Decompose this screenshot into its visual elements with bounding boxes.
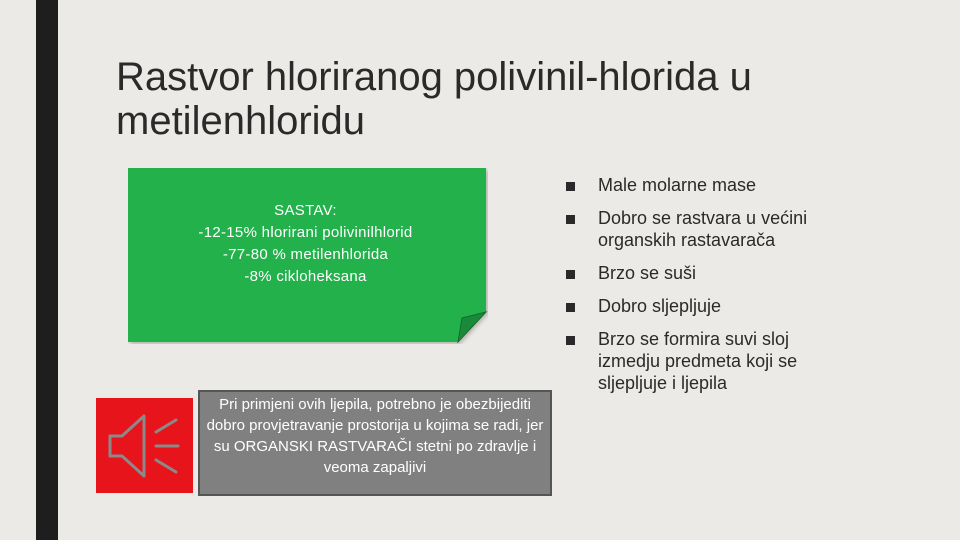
note-line: -77-80 % metilenhlorida: [222, 246, 389, 263]
property-list: [564, 174, 854, 405]
bullet-square-icon: [566, 336, 575, 345]
list-item: Dobro sljepljuje: [564, 295, 854, 317]
bullet-square-icon: [566, 303, 575, 312]
accent-bar: [36, 0, 58, 540]
list-item: Brzo se suši: [564, 262, 854, 284]
bullet-square-icon: [566, 182, 575, 191]
note-line: SASTAV:: [274, 202, 337, 219]
list-item: Dobro se rastvara u većini organskih rastavarača: [564, 207, 854, 251]
list-item: Male molarne mase: [564, 174, 854, 196]
slide-title: Rastvor hloriranog polivinil-hlorida u metilenhloridu: [116, 55, 752, 143]
list-item: Brzo se formira suvi sloj izmedju predmeta koji se sljepljuje i ljepila: [564, 328, 854, 394]
bullet-square-icon: [566, 270, 575, 279]
bullet-square-icon: [566, 215, 575, 224]
note-line: -8% cikloheksana: [244, 268, 367, 285]
composition-text: [128, 200, 483, 288]
sticky-note: [128, 168, 488, 344]
speaker-icon: [96, 398, 193, 493]
audio-button[interactable]: [96, 398, 193, 493]
note-line: -12-15% hlorirani polivinilhlorid: [198, 224, 413, 241]
warning-box: Pri primjeni ovih ljepila, potrebno je obezbijediti dobro provjetravanje prostorija u kojima se radi, jer su ORGANSKI RASTVARAČI stetni po zdravlje i veoma zapaljivi: [198, 390, 552, 496]
